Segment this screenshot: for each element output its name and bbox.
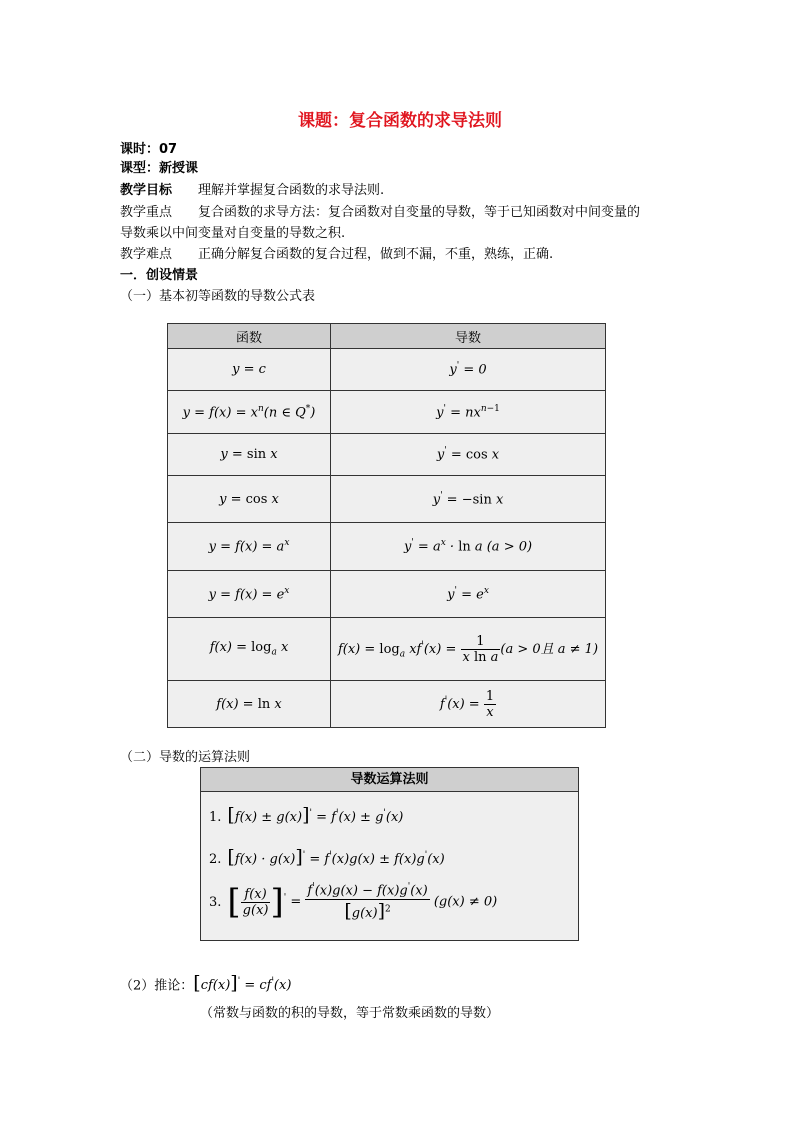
type-label: 课型：新授课	[120, 161, 199, 176]
function-cell: $y = f(x) = e^x$	[168, 571, 331, 618]
function-cell: $y = f(x) = x^n(n$ ∈ Q*)	[168, 391, 331, 434]
table-row	[168, 618, 606, 681]
section-heading: 一．创设情景	[120, 268, 199, 283]
corollary-note: （常数与函数的积的导数，等于常数乘函数的导数）	[200, 1006, 500, 1021]
derivative-cell: f'(x) = $\frac{1}{x}$	[331, 681, 606, 728]
derivative-cell: y' = 0	[331, 349, 606, 391]
table-row	[168, 476, 606, 523]
goal-label: 教学目标	[120, 183, 173, 198]
table-row	[168, 434, 606, 476]
function-cell: $y = f(x) = a^x$	[168, 523, 331, 571]
corollary	[120, 973, 291, 995]
rules-header: 导数运算法则	[201, 768, 578, 792]
table-row	[168, 391, 606, 434]
subsection-1: （一）基本初等函数的导数公式表	[120, 289, 316, 304]
function-cell: y = c	[168, 349, 331, 391]
rule-3: 3. [ $\frac{f(x)}{g(x)}$ ]' = $\frac{f'(x)g(x) - f(x)g'(x)}{[g(x)]^2}$ (g(x) ≠ 0)	[209, 882, 498, 922]
function-cell: $f(x) = \log_a x$	[168, 618, 331, 681]
rule-2: 2. [f(x) · g(x)]' = f'(x)g(x) ± f(x)g'(x)	[209, 846, 445, 868]
function-cell: f(x) = ln x	[168, 681, 331, 728]
table-row	[168, 571, 606, 618]
key-text-1: 复合函数的求导方法：复合函数对自变量的导数，等于已知函数对中间变量的	[198, 205, 641, 220]
teaching-goal	[120, 181, 384, 200]
derivative-cell: $f(x) = \log_a xf'(x)$ = $\frac{1}{\text{x ln a}}$ (a > 0且 a ≠ 1)	[331, 618, 606, 681]
column-header-derivative: 导数	[331, 324, 606, 349]
table-row	[168, 681, 606, 728]
derivative-cell: y' = cos x	[331, 434, 606, 476]
function-cell: y = sin x	[168, 434, 331, 476]
derivative-cell: $y' = e^x$	[331, 571, 606, 618]
difficulty-text: 正确分解复合函数的复合过程，做到不漏，不重，熟练，正确.	[198, 247, 554, 262]
subsection-2: （二）导数的运算法则	[120, 750, 251, 765]
teaching-key-point	[120, 203, 640, 222]
table-row	[168, 523, 606, 571]
derivative-cell: y' = −sin x	[331, 476, 606, 523]
function-cell: y = cos x	[168, 476, 331, 523]
corollary-formula: [cf(x)]' = cf'(x)	[193, 972, 292, 995]
period-label: 课时：07	[120, 142, 178, 157]
derivative-rules-table	[200, 767, 579, 941]
key-text-2: 导数乘以中间变量对自变量的导数之积.	[120, 226, 346, 241]
derivative-cell: $y' = a^x \cdot \ln a$ (a > 0)	[331, 523, 606, 571]
table-row	[168, 349, 606, 391]
derivative-cell: $y' = nx^{n-1}$	[331, 391, 606, 434]
teaching-difficulty	[120, 245, 553, 264]
page-title: 课题：复合函数的求导法则	[298, 111, 502, 131]
goal-text: 理解并掌握复合函数的求导法则.	[198, 183, 385, 198]
rule-1: 1. [f(x) ± g(x)]' = f'(x) ± g'(x)	[209, 804, 404, 826]
key-label: 教学重点	[120, 205, 173, 220]
difficulty-label: 教学难点	[120, 247, 173, 262]
corollary-label: （2）推论：	[120, 978, 194, 994]
derivative-formula-table	[167, 323, 606, 728]
rules-body	[201, 792, 578, 940]
column-header-function: 函数	[168, 324, 331, 349]
